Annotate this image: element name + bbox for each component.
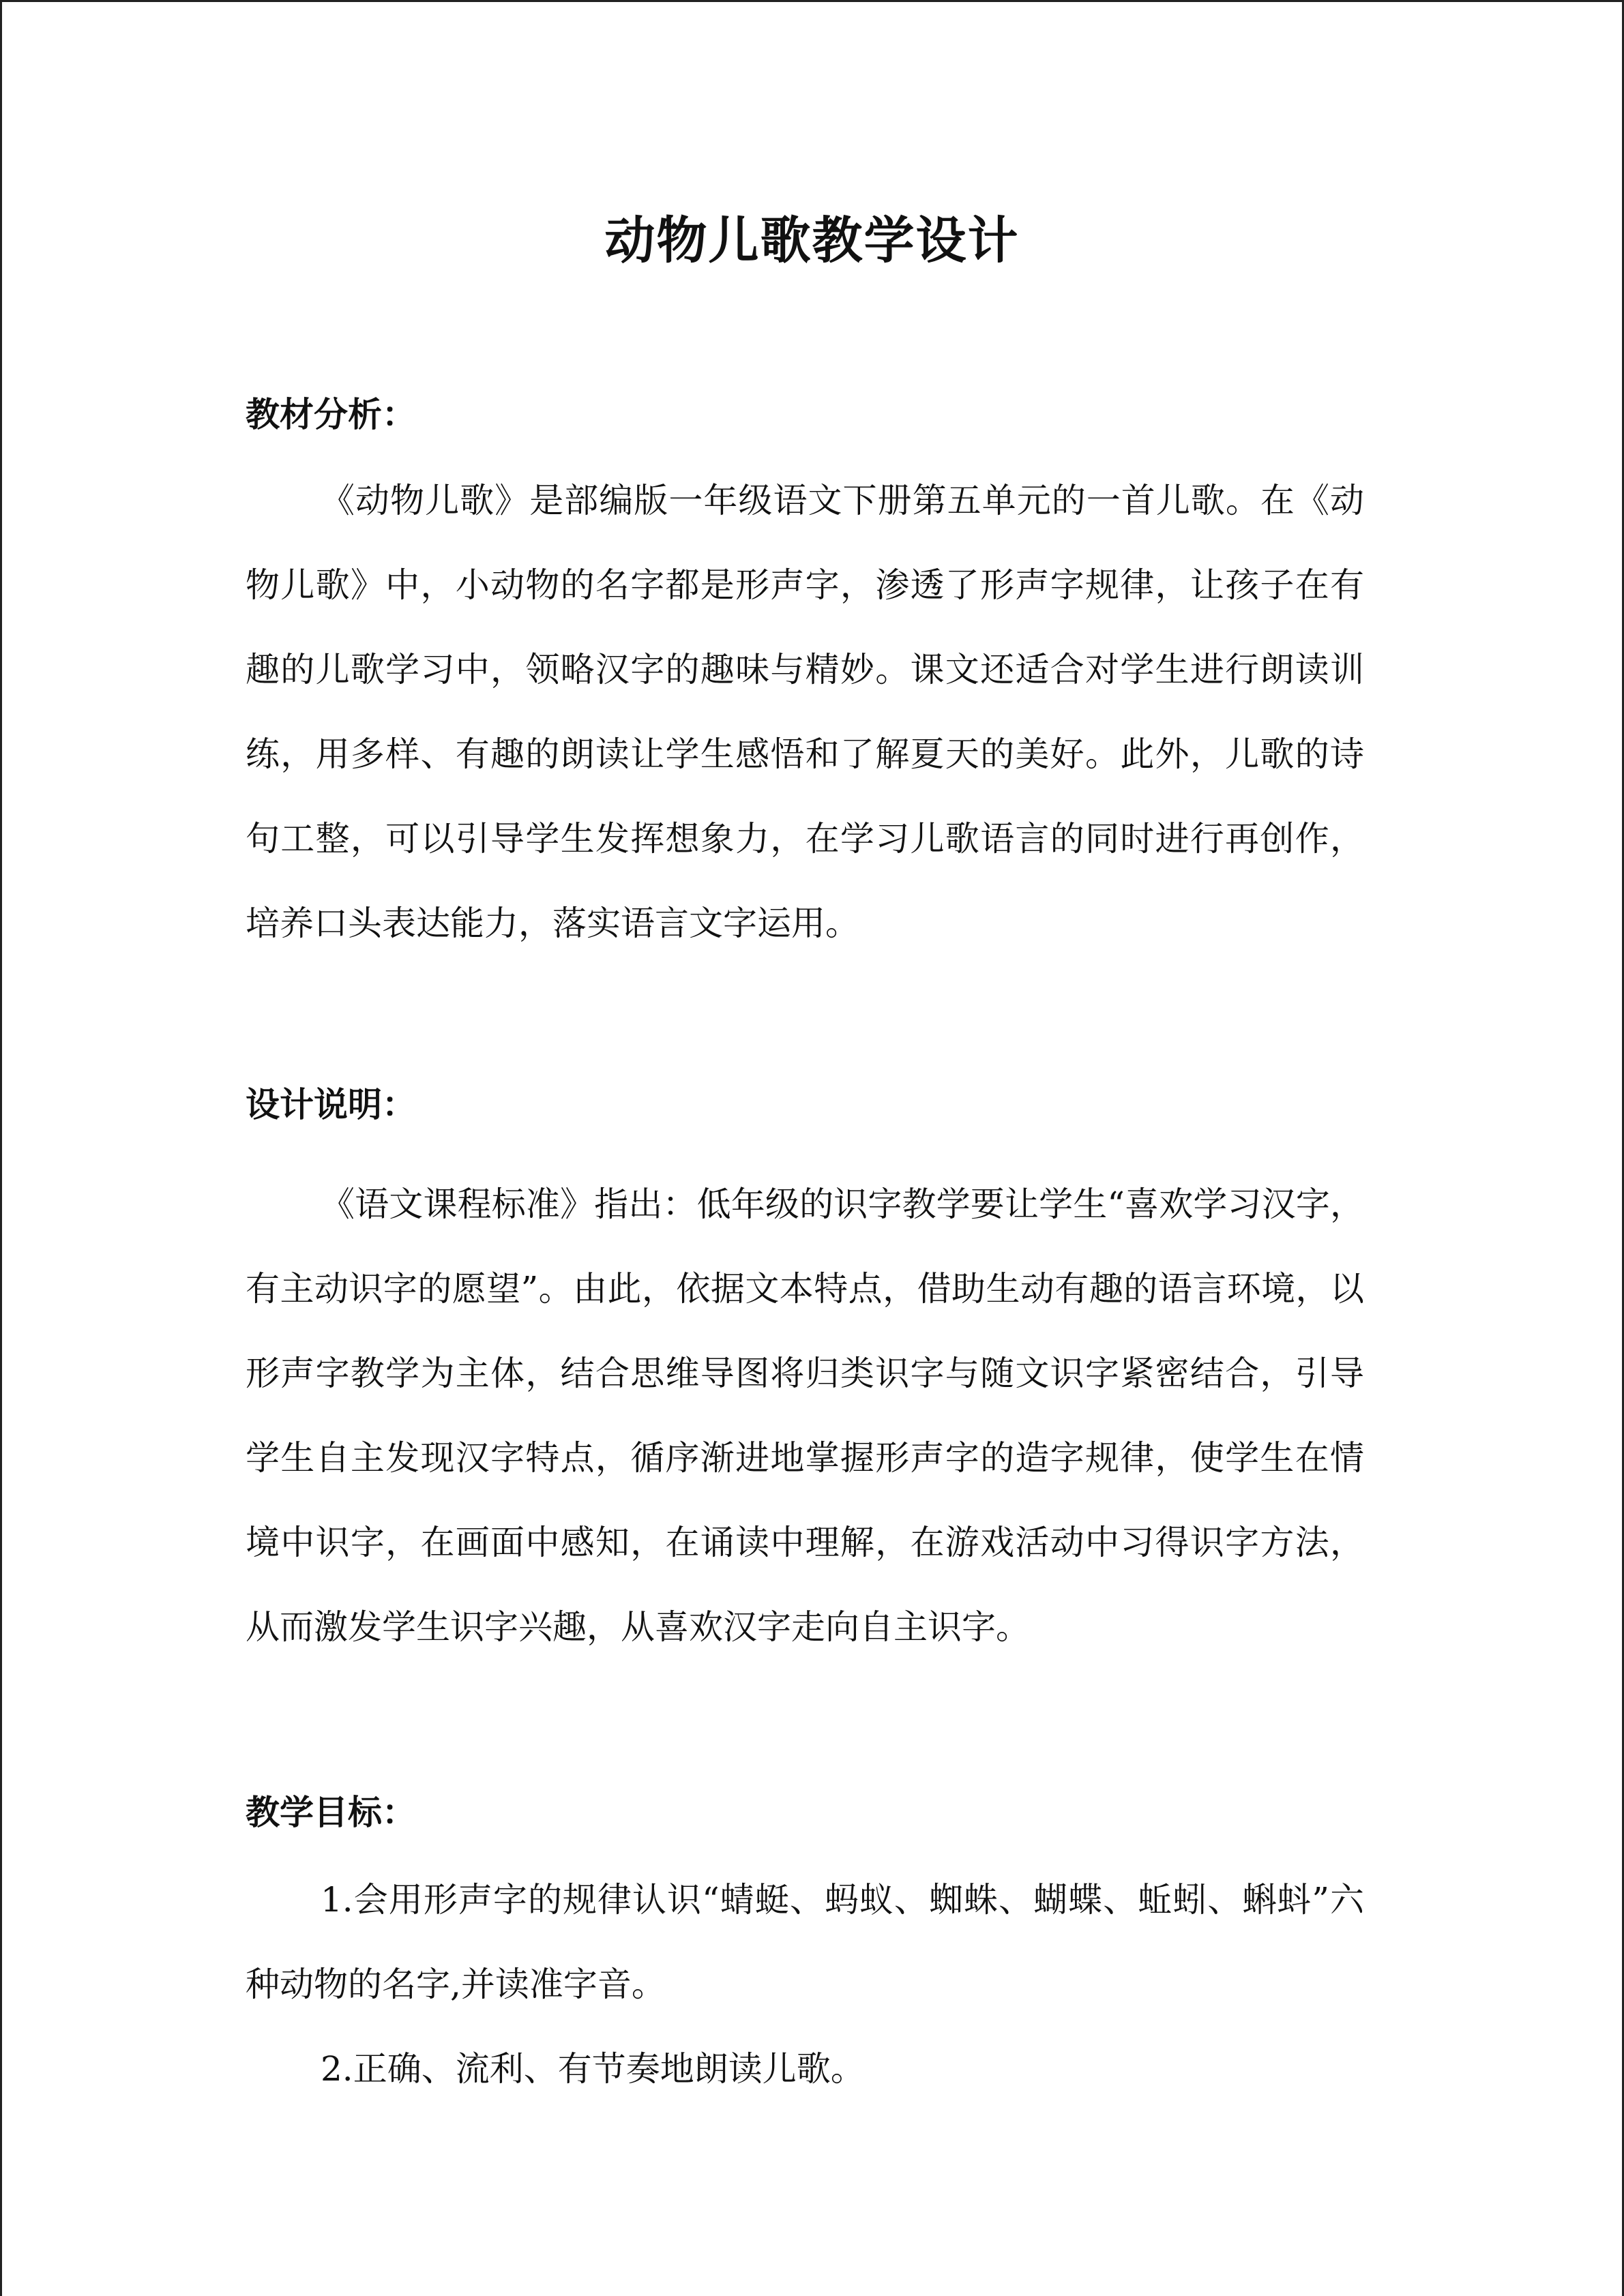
paragraph-textbook-analysis: 《动物儿歌》是部编版一年级语文下册第五单元的一首儿歌。在《动物儿歌》中，小动物的名字都是形声字，渗透了形声字规律，让孩子在有趣的儿歌学习中，领略汉字的趣味与精妙。课文还适合对学生进行朗读训练，用多样、有趣的朗读让学生感悟和了解夏天的美好。此外，儿歌的诗句工整，可以引导学生发挥想象力，在学习儿歌语言的同时进行再创作，培养口头表达能力，落实语言文字运用。 — [246, 481, 1364, 943]
paragraph-design-notes: 《语文课程标准》指出：低年级的识字教学要让学生“喜欢学习汉字，有主动识字的愿望”。由此，依据文本特点，借助生动有趣的语言环境，以形声字教学为主体，结合思维导图将归类识字与随文识字紧密结合，引导学生自主发现汉字特点，循序渐进地掌握形声字的造字规律，使学生在情境中识字，在画面中感知，在诵读中理解，在游戏活动中习得识字方法，从而激发学生识字兴趣，从喜欢汉字走向自主识字。 — [246, 1184, 1364, 1647]
heading-textbook-analysis: 教材分析： — [246, 395, 416, 434]
page-border-top — [0, 0, 1624, 2]
document-title: 动物儿歌教学设计 — [604, 211, 1020, 270]
heading-design-notes: 设计说明： — [246, 1085, 416, 1124]
goal-item-2: 2.正确、流利、有节奏地朗读儿歌。 — [321, 2049, 865, 2089]
goal-item-1: 1.会用形声字的规律认识“蜻蜓、蚂蚁、蜘蛛、蝴蝶、蚯蚓、蝌蚪”六种动物的名字,并读准字音。 — [246, 1880, 1364, 2004]
heading-teaching-goals: 教学目标： — [246, 1793, 416, 1832]
page-border-left — [0, 0, 2, 2296]
